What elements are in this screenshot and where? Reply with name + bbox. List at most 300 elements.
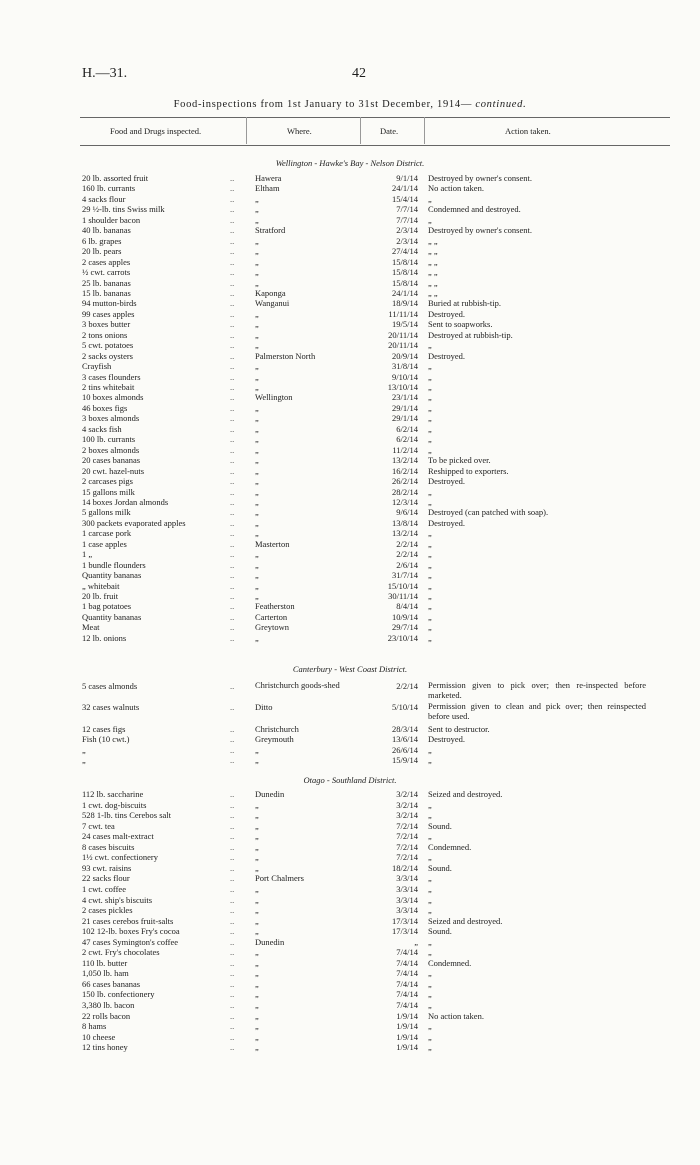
leader-dots: ..: [230, 863, 235, 873]
date-cell: 1/9/14: [396, 1032, 418, 1042]
food-cell: 24 cases malt-extract: [82, 831, 154, 841]
district-heading: Wellington - Hawke's Bay - Nelson District.: [275, 158, 425, 168]
where-cell: „: [255, 236, 259, 246]
page-reference: H.—31.: [82, 66, 128, 81]
table-row: [0, 288, 700, 298]
leader-dots: ..: [230, 755, 235, 765]
where-cell: „: [255, 330, 259, 340]
date-cell: 7/2/14: [396, 842, 418, 852]
action-cell: „: [428, 497, 432, 507]
title-text: Food-inspections from 1st January to 31st December, 1914: [173, 99, 461, 110]
leader-dots: ..: [230, 842, 235, 852]
where-cell: „: [255, 257, 259, 267]
food-cell: 300 packets evaporated apples: [82, 518, 186, 528]
action-cell: Destroyed.: [428, 734, 466, 744]
leader-dots: ..: [230, 905, 235, 915]
where-cell: „: [255, 309, 259, 319]
where-cell: „: [255, 204, 259, 214]
where-cell: „: [255, 518, 259, 528]
table-row: [0, 497, 700, 507]
where-cell: „: [255, 382, 259, 392]
leader-dots: ..: [230, 372, 235, 382]
leader-dots: ..: [230, 497, 235, 507]
table-row: [0, 257, 700, 267]
food-cell: Quantity bananas: [82, 570, 142, 580]
table-row: [0, 916, 700, 926]
food-cell: 29 ½-lb. tins Swiss milk: [82, 204, 165, 214]
food-cell: 2 tins whitebait: [82, 382, 135, 392]
action-cell: „: [428, 487, 432, 497]
date-cell: 15/8/14: [392, 267, 418, 277]
food-cell: 112 lb. saccharine: [82, 789, 144, 799]
where-cell: „: [255, 549, 259, 559]
leader-dots: ..: [230, 403, 235, 413]
where-cell: Featherston: [255, 601, 295, 611]
action-cell: „: [428, 612, 432, 622]
action-cell: Seized and destroyed.: [428, 916, 503, 926]
table-row: [0, 581, 700, 591]
action-cell: „ „: [428, 246, 438, 256]
action-cell: Destroyed.: [428, 309, 466, 319]
leader-dots: ..: [230, 702, 235, 712]
leader-dots: ..: [230, 734, 235, 744]
food-cell: 7 cwt. tea: [82, 821, 115, 831]
table-header: [80, 117, 670, 146]
action-cell: „ „: [428, 236, 438, 246]
action-cell: Condemned.: [428, 842, 472, 852]
table-row: [0, 905, 700, 915]
table-row: [0, 434, 700, 444]
where-cell: „: [255, 1011, 259, 1021]
leader-dots: ..: [230, 979, 235, 989]
food-cell: 12 tins honey: [82, 1042, 128, 1052]
where-cell: „: [255, 361, 259, 371]
leader-dots: ..: [230, 507, 235, 517]
date-cell: 1/9/14: [396, 1042, 418, 1052]
food-cell: 8 cases biscuits: [82, 842, 135, 852]
action-cell: „: [428, 1032, 432, 1042]
action-cell: Destroyed.: [428, 518, 466, 528]
where-cell: „: [255, 507, 259, 517]
leader-dots: ..: [230, 236, 235, 246]
action-cell: „: [428, 1021, 432, 1031]
leader-dots: ..: [230, 434, 235, 444]
food-cell: 100 lb. currants: [82, 434, 136, 444]
action-cell: „: [428, 884, 432, 894]
where-cell: „: [255, 821, 259, 831]
table-row: [0, 278, 700, 288]
table-row: [0, 351, 700, 361]
action-cell: Seized and destroyed.: [428, 789, 503, 799]
table-row: [0, 863, 700, 873]
action-cell: „: [428, 194, 432, 204]
table-row: [0, 622, 700, 632]
action-cell: „: [428, 549, 432, 559]
table-row: [0, 466, 700, 476]
food-cell: 1 cwt. dog-biscuits: [82, 800, 147, 810]
food-cell: 2 carcases pigs: [82, 476, 133, 486]
where-cell: „: [255, 528, 259, 538]
leader-dots: ..: [230, 246, 235, 256]
leader-dots: ..: [230, 173, 235, 183]
action-cell: „ „: [428, 278, 438, 288]
date-cell: 7/4/14: [396, 1000, 418, 1010]
date-cell: 16/2/14: [392, 466, 418, 476]
food-cell: 2 sacks oysters: [82, 351, 133, 361]
where-cell: „: [255, 403, 259, 413]
table-row: [0, 361, 700, 371]
leader-dots: ..: [230, 215, 235, 225]
date-cell: 7/2/14: [396, 831, 418, 841]
table-row: [0, 601, 700, 611]
leader-dots: ..: [230, 916, 235, 926]
food-cell: Fish (10 cwt.): [82, 734, 130, 744]
action-cell: Permission given to clean and pick over; then reinspected before used.: [428, 701, 646, 721]
table-row: [0, 842, 700, 852]
page-title: Food-inspections from 1st January to 31st December, 1914— continued.: [173, 99, 527, 110]
leader-dots: ..: [230, 591, 235, 601]
table-row: [0, 958, 700, 968]
where-cell: „: [255, 916, 259, 926]
action-cell: „: [428, 413, 432, 423]
leader-dots: ..: [230, 947, 235, 957]
table-row: [0, 413, 700, 423]
where-cell: Greymouth: [255, 734, 294, 744]
date-cell: 3/3/14: [396, 895, 418, 905]
table-row: [0, 591, 700, 601]
food-cell: 20 lb. pears: [82, 246, 122, 256]
where-cell: „: [255, 755, 259, 765]
action-cell: To be picked over.: [428, 455, 491, 465]
column-header-date: Date.: [380, 126, 399, 136]
food-cell: 20 lb. fruit: [82, 591, 119, 601]
action-cell: „: [428, 539, 432, 549]
date-cell: 20/11/14: [388, 330, 418, 340]
action-cell: „: [428, 633, 432, 643]
table-row: [0, 1032, 700, 1042]
date-cell: 13/10/14: [387, 382, 418, 392]
table-row: [0, 1011, 700, 1021]
where-cell: Wellington: [255, 392, 293, 402]
where-cell: Christchurch goods-shed: [255, 680, 340, 690]
date-cell: 2/3/14: [396, 236, 418, 246]
leader-dots: ..: [230, 319, 235, 329]
food-cell: 150 lb. confectionery: [82, 989, 155, 999]
leader-dots: ..: [230, 309, 235, 319]
table-row: [0, 476, 700, 486]
table-row: [0, 701, 700, 721]
date-cell: 5/10/14: [392, 702, 418, 712]
food-cell: 10 cheese: [82, 1032, 116, 1042]
where-cell: Eltham: [255, 183, 280, 193]
action-cell: „: [428, 989, 432, 999]
action-cell: Destroyed by owner's consent.: [428, 173, 532, 183]
leader-dots: ..: [230, 487, 235, 497]
action-cell: „: [428, 382, 432, 392]
food-cell: 6 lb. grapes: [82, 236, 122, 246]
action-cell: „: [428, 622, 432, 632]
leader-dots: ..: [230, 392, 235, 402]
food-cell: Quantity bananas: [82, 612, 142, 622]
table-row: [0, 1021, 700, 1031]
table-row: [0, 340, 700, 350]
table-row: [0, 382, 700, 392]
table-row: [0, 507, 700, 517]
leader-dots: ..: [230, 821, 235, 831]
table-row: [0, 445, 700, 455]
leader-dots: ..: [230, 351, 235, 361]
action-cell: „ „: [428, 267, 438, 277]
food-cell: 8 hams: [82, 1021, 107, 1031]
where-cell: „: [255, 319, 259, 329]
date-cell: 7/4/14: [396, 989, 418, 999]
date-cell: 3/2/14: [396, 800, 418, 810]
where-cell: „: [255, 434, 259, 444]
table-row: [0, 800, 700, 810]
food-cell: 47 cases Symington's coffee: [82, 937, 179, 947]
date-cell: 28/3/14: [392, 724, 418, 734]
action-cell: „: [428, 810, 432, 820]
where-cell: „: [255, 633, 259, 643]
where-cell: „: [255, 852, 259, 862]
table-row: [0, 1000, 700, 1010]
date-cell: 13/2/14: [392, 528, 418, 538]
date-cell: 7/2/14: [396, 821, 418, 831]
date-cell: 12/3/14: [392, 497, 418, 507]
leader-dots: ..: [230, 298, 235, 308]
action-cell: „: [428, 947, 432, 957]
action-cell: „: [428, 424, 432, 434]
where-cell: „: [255, 1042, 259, 1052]
action-cell: Sound.: [428, 863, 452, 873]
where-cell: „: [255, 497, 259, 507]
page-number: 42: [352, 66, 366, 81]
leader-dots: ..: [230, 1000, 235, 1010]
table-row: [0, 215, 700, 225]
action-cell: Reshipped to exporters.: [428, 466, 509, 476]
food-cell: 110 lb. butter: [82, 958, 128, 968]
table-row: [0, 968, 700, 978]
table-row: [0, 789, 700, 799]
date-cell: 23/1/14: [392, 392, 418, 402]
food-cell: 32 cases walnuts: [82, 702, 140, 712]
table-row: [0, 372, 700, 382]
table-row: [0, 267, 700, 277]
action-cell: Sent to destructor.: [428, 724, 490, 734]
where-cell: „: [255, 476, 259, 486]
where-cell: Stratford: [255, 225, 286, 235]
date-cell: 13/8/14: [392, 518, 418, 528]
where-cell: Palmerston North: [255, 351, 316, 361]
title-continued: continued.: [475, 99, 527, 110]
where-cell: „: [255, 968, 259, 978]
table-row: [0, 403, 700, 413]
food-cell: 20 cases bananas: [82, 455, 141, 465]
date-cell: 2/2/14: [396, 549, 418, 559]
action-cell: Condemned and destroyed.: [428, 204, 521, 214]
food-cell: 12 lb. onions: [82, 633, 127, 643]
leader-dots: ..: [230, 958, 235, 968]
action-cell: „: [428, 372, 432, 382]
where-cell: „: [255, 958, 259, 968]
leader-dots: ..: [230, 413, 235, 423]
where-cell: Dunedin: [255, 789, 285, 799]
leader-dots: ..: [230, 194, 235, 204]
food-cell: 3 cases flounders: [82, 372, 141, 382]
date-cell: 1/9/14: [396, 1021, 418, 1031]
leader-dots: ..: [230, 884, 235, 894]
where-cell: „: [255, 947, 259, 957]
where-cell: „: [255, 895, 259, 905]
food-cell: Meat: [82, 622, 100, 632]
food-cell: 1,050 lb. ham: [82, 968, 129, 978]
date-cell: 2/2/14: [396, 539, 418, 549]
leader-dots: ..: [230, 278, 235, 288]
food-cell: 1 „: [82, 549, 93, 559]
where-cell: „: [255, 1032, 259, 1042]
where-cell: „: [255, 466, 259, 476]
action-cell: No action taken.: [428, 183, 484, 193]
date-cell: 29/1/14: [392, 413, 418, 423]
table-row: [0, 821, 700, 831]
leader-dots: ..: [230, 681, 235, 691]
date-cell: 15/10/14: [387, 581, 418, 591]
table-row: [0, 570, 700, 580]
leader-dots: ..: [230, 926, 235, 936]
action-cell: „: [428, 937, 432, 947]
leader-dots: ..: [230, 789, 235, 799]
date-cell: 18/9/14: [392, 298, 418, 308]
where-cell: „: [255, 745, 259, 755]
date-cell: 18/2/14: [392, 863, 418, 873]
leader-dots: ..: [230, 330, 235, 340]
table-row: [0, 1042, 700, 1052]
food-cell: 10 boxes almonds: [82, 392, 144, 402]
where-cell: „: [255, 215, 259, 225]
leader-dots: ..: [230, 622, 235, 632]
food-cell: 102 12-lb. boxes Fry's cocoa: [82, 926, 180, 936]
where-cell: „: [255, 424, 259, 434]
date-cell: 23/10/14: [387, 633, 418, 643]
table-row: [0, 560, 700, 570]
food-cell: 40 lb. bananas: [82, 225, 131, 235]
leader-dots: ..: [230, 445, 235, 455]
action-cell: „: [428, 434, 432, 444]
date-cell: 29/7/14: [392, 622, 418, 632]
where-cell: „: [255, 1021, 259, 1031]
date-cell: 28/2/14: [392, 487, 418, 497]
table-row: [0, 204, 700, 214]
where-cell: „: [255, 194, 259, 204]
food-cell: 1 bag potatoes: [82, 601, 132, 611]
date-cell: 15/8/14: [392, 257, 418, 267]
leader-dots: ..: [230, 361, 235, 371]
action-cell: „: [428, 403, 432, 413]
where-cell: „: [255, 842, 259, 852]
table-row: [0, 549, 700, 559]
action-cell: Buried at rubbish-tip.: [428, 298, 501, 308]
leader-dots: ..: [230, 340, 235, 350]
food-cell: 2 cwt. Fry's chocolates: [82, 947, 160, 957]
date-cell: 29/1/14: [392, 403, 418, 413]
action-cell: „: [428, 570, 432, 580]
where-cell: „: [255, 413, 259, 423]
food-cell: 22 sacks flour: [82, 873, 130, 883]
date-cell: 9/1/14: [396, 173, 418, 183]
leader-dots: ..: [230, 831, 235, 841]
action-cell: Destroyed by owner's consent.: [428, 225, 532, 235]
action-cell: „: [428, 581, 432, 591]
table-row: [0, 873, 700, 883]
food-cell: 5 cwt. potatoes: [82, 340, 134, 350]
date-cell: 17/3/14: [392, 916, 418, 926]
action-cell: Sound.: [428, 821, 452, 831]
leader-dots: ..: [230, 225, 235, 235]
date-cell: 3/2/14: [396, 810, 418, 820]
action-cell: „: [428, 528, 432, 538]
food-cell: 20 lb. assorted fruit: [82, 173, 149, 183]
where-cell: „: [255, 591, 259, 601]
leader-dots: ..: [230, 382, 235, 392]
action-cell: „: [428, 1042, 432, 1052]
where-cell: „: [255, 581, 259, 591]
action-cell: „: [428, 601, 432, 611]
table-row: [0, 979, 700, 989]
table-row: [0, 183, 700, 193]
table-row: [0, 528, 700, 538]
where-cell: Hawera: [255, 173, 282, 183]
food-cell: 528 1-lb. tins Cerebos salt: [82, 810, 172, 820]
date-cell: 11/11/14: [388, 309, 418, 319]
table-row: [0, 424, 700, 434]
table-row: [0, 518, 700, 528]
date-cell: 7/4/14: [396, 958, 418, 968]
where-cell: „: [255, 455, 259, 465]
where-cell: „: [255, 570, 259, 580]
date-cell: 30/11/14: [388, 591, 418, 601]
food-cell: 2 cases apples: [82, 257, 131, 267]
where-cell: Greytown: [255, 622, 289, 632]
food-cell: 15 gallons milk: [82, 487, 135, 497]
date-cell: 7/7/14: [396, 215, 418, 225]
table-row: [0, 831, 700, 841]
table-row: [0, 989, 700, 999]
date-cell: 17/3/14: [392, 926, 418, 936]
food-cell: 46 boxes figs: [82, 403, 128, 413]
where-cell: „: [255, 246, 259, 256]
date-cell: 31/7/14: [392, 570, 418, 580]
food-cell: 2 cases pickles: [82, 905, 133, 915]
action-cell: „: [428, 979, 432, 989]
date-cell: 20/11/14: [388, 340, 418, 350]
food-cell: 15 lb. bananas: [82, 288, 131, 298]
date-cell: 3/2/14: [396, 789, 418, 799]
food-cell: 93 cwt. raisins: [82, 863, 132, 873]
where-cell: Masterton: [255, 539, 290, 549]
table-row: [0, 755, 700, 765]
food-cell: 1 cwt. coffee: [82, 884, 126, 894]
action-cell: „: [428, 361, 432, 371]
food-cell: 4 sacks flour: [82, 194, 126, 204]
action-cell: „: [428, 873, 432, 883]
date-cell: 6/2/14: [396, 434, 418, 444]
food-cell: 160 lb. currants: [82, 183, 136, 193]
column-header-where: Where.: [287, 126, 312, 136]
table-row: [0, 724, 700, 734]
table-row: [0, 246, 700, 256]
where-cell: Port Chalmers: [255, 873, 304, 883]
where-cell: „: [255, 979, 259, 989]
